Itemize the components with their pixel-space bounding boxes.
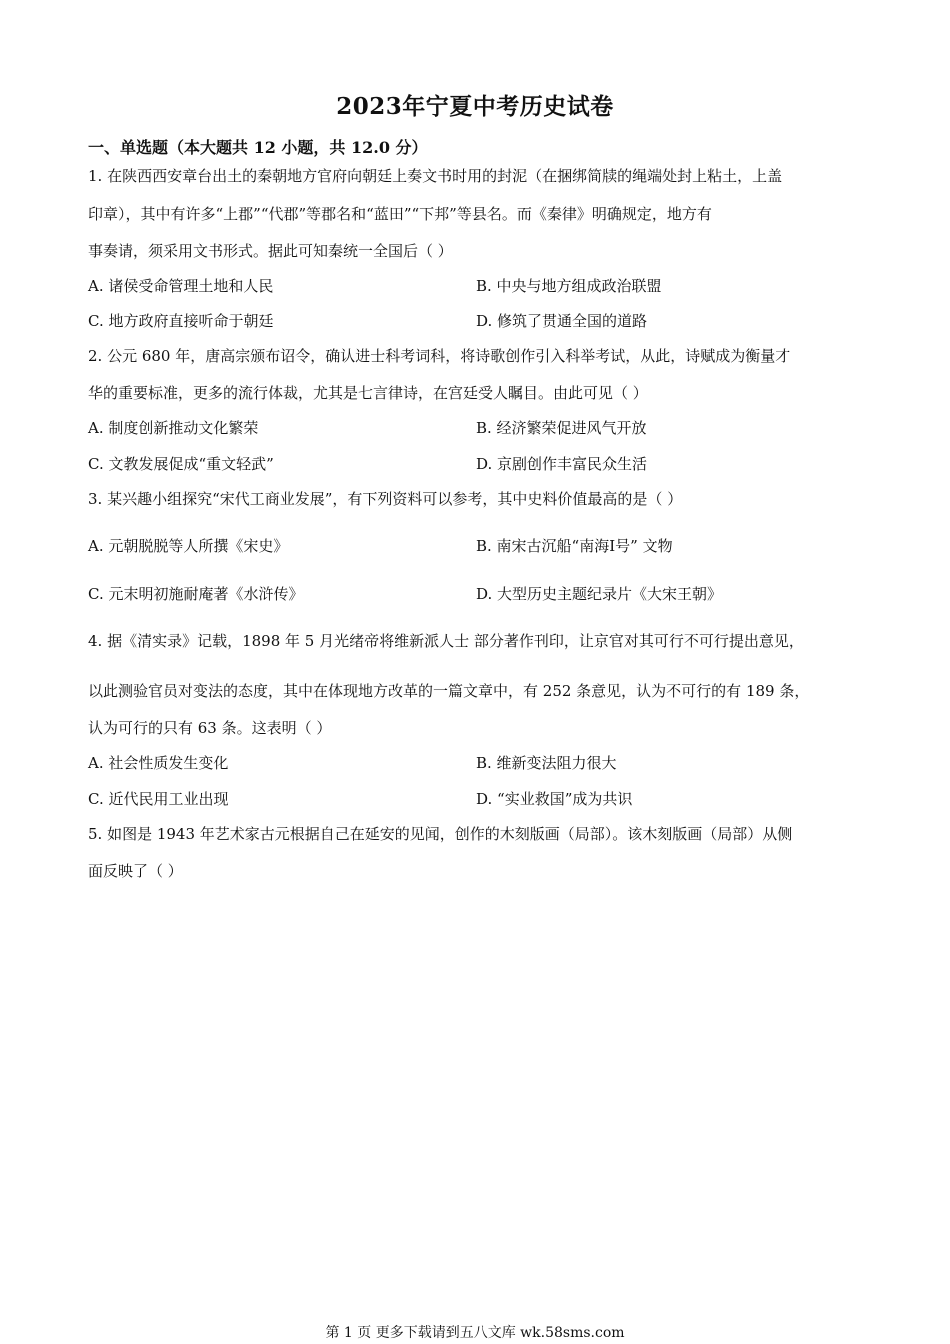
question-4-line-3: 认为可行的只有 63 条。这表明（ ）	[88, 719, 332, 737]
question-3-line-1: 3. 某兴趣小组探究“宋代工商业发展”，有下列资料可以参考，其中史料价值最高的是（ ）	[88, 490, 683, 508]
question-1-line-1: 1. 在陕西西安章台出土的秦朝地方官府向朝廷上奏文书时用的封泥（在捆绑简牍的绳端处封上粘土，上盖	[88, 167, 783, 185]
question-3-option-c: C. 元末明初施耐庵著《水浒传》	[88, 585, 304, 603]
question-4-line-1: 4. 据《清实录》记载，1898 年 5 月光绪帝将维新派人士 部分著作刊印，让京官对其可行不可行提出意见，	[88, 632, 804, 650]
question-5-line-1: 5. 如图是 1943 年艺术家古元根据自己在延安的见闻，创作的木刻版画（局部）。该木刻版画（局部）从侧	[88, 825, 793, 843]
question-1-option-a: A. 诸侯受命管理土地和人民	[88, 277, 274, 295]
question-2-option-c: C. 文教发展促成“重文轻武”	[88, 455, 274, 473]
question-4-option-a: A. 社会性质发生变化	[88, 754, 229, 772]
question-2-option-b: B. 经济繁荣促进风气开放	[476, 419, 647, 437]
question-2-option-a: A. 制度创新推动文化繁荣	[88, 419, 259, 437]
page-footer: 第 1 页 更多下载请到五八文库 wk.58sms.com	[325, 1325, 625, 1341]
question-4-option-d: D. “实业救国”成为共识	[476, 790, 633, 808]
question-3-option-b: B. 南宋古沉船“南海Ⅰ号” 文物	[476, 537, 673, 555]
question-4-option-c: C. 近代民用工业出现	[88, 790, 229, 808]
question-4-option-b: B. 维新变法阻力很大	[476, 754, 617, 772]
page-title: 2023年宁夏中考历史试卷	[336, 93, 614, 120]
question-4-line-2: 以此测验官员对变法的态度，其中在体现地方改革的一篇文章中，有 252 条意见，认为不可行的有 189 条，	[88, 682, 810, 700]
question-1-line-2: 印章），其中有许多“上郡”“代郡”等郡名和“蓝田”“下邦”等县名。而《秦律》明确规定，地方有	[88, 205, 712, 223]
question-1-option-b: B. 中央与地方组成政治联盟	[476, 277, 662, 295]
question-1-line-3: 事奏请，须采用文书形式。据此可知秦统一全国后（ ）	[88, 242, 453, 260]
question-1-option-d: D. 修筑了贯通全国的道路	[476, 312, 648, 330]
question-3-option-a: A. 元朝脱脱等人所撰《宋史》	[88, 537, 289, 555]
question-2-line-2: 华的重要标准，更多的流行体裁，尤其是七言律诗，在宫廷受人瞩目。由此可见（ ）	[88, 384, 648, 402]
question-2-option-d: D. 京剧创作丰富民众生活	[476, 455, 648, 473]
question-5-line-2: 面反映了（ ）	[88, 862, 183, 880]
question-2-line-1: 2. 公元 680 年，唐高宗颁布诏令，确认进士科考词科，将诗歌创作引入科举考试，从此，诗赋成为衡量才	[88, 347, 791, 365]
section-heading: 一、单选题（本大题共 12 小题，共 12.0 分）	[88, 138, 428, 157]
question-1-option-c: C. 地方政府直接听命于朝廷	[88, 312, 274, 330]
question-3-option-d: D. 大型历史主题纪录片《大宋王朝》	[476, 585, 723, 603]
